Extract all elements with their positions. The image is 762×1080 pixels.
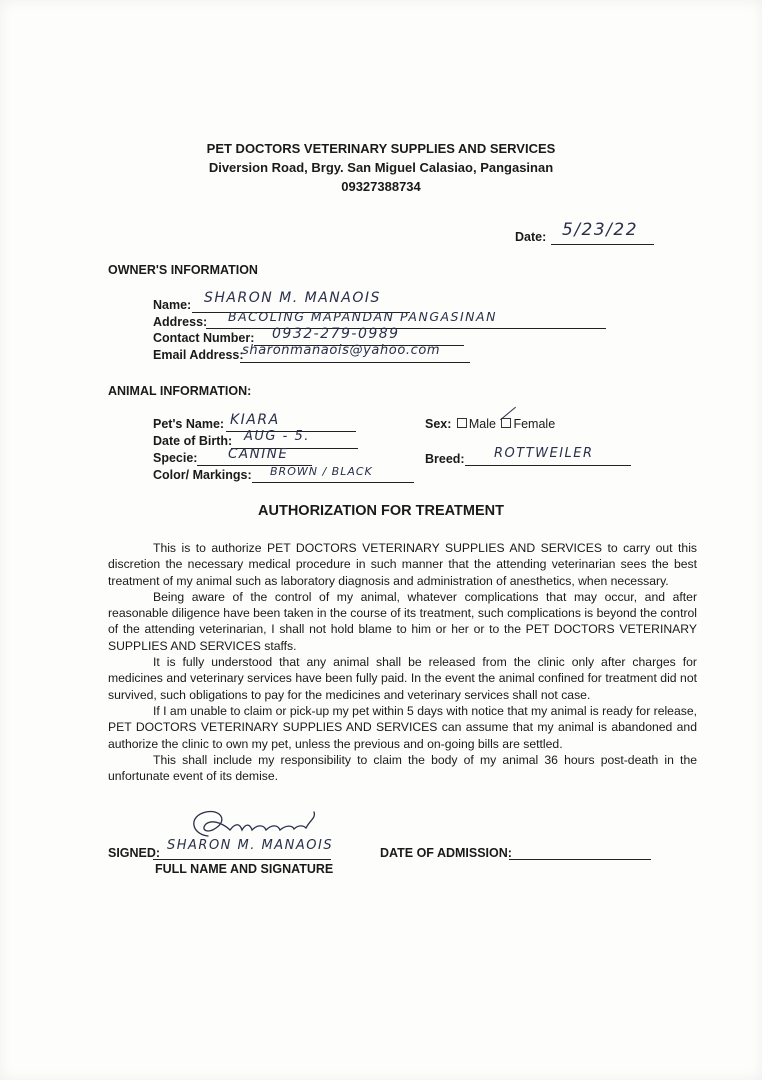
owner-address-label: Address: <box>153 315 208 329</box>
authorization-title: AUTHORIZATION FOR TREATMENT <box>258 503 504 519</box>
authorization-body <box>108 540 697 784</box>
breed-label: Breed: <box>425 452 465 466</box>
sex-field <box>425 417 555 431</box>
male-option-label: Male <box>468 417 496 431</box>
email-address-label: Email Address: <box>153 348 244 362</box>
date-of-admission-label: DATE OF ADMISSION: <box>380 846 512 860</box>
date-of-admission-line <box>509 859 651 860</box>
breed-value: ROTTWEILER <box>494 446 594 461</box>
org-name: PET DOCTORS VETERINARY SUPPLIES AND SERVICES <box>206 141 556 156</box>
contact-number-value: 0932-279-0989 <box>272 326 400 342</box>
authorization-paragraph: Being aware of the control of my animal, whatever complications that may occur, and after reasonable diligence have been taken in the course of its treatment, such complications is beyond the control of the attending veterinarian, I shall not hold blame to him or her or to the PET DOCTORS VETERINARY SUPPLIES AND SERVICES staffs. <box>108 589 697 653</box>
owner-address-value: BACOLING MAPANDAN PANGASINAN <box>228 309 497 324</box>
male-checkbox[interactable] <box>457 418 467 428</box>
dob-label: Date of Birth: <box>153 434 233 448</box>
female-checkbox[interactable] <box>501 418 511 428</box>
signature-line <box>153 859 331 860</box>
signature-caption: FULL NAME AND SIGNATURE <box>155 862 334 876</box>
email-address-value: sharonmanaois@yahoo.com <box>242 343 441 358</box>
authorization-paragraph: If I am unable to claim or pick-up my pet within 5 days with notice that my animal is ready for release, PET DOCTORS VETERINARY SUPPLIES AND SERVICES can assume that my animal is abandoned and authorize the clinic to own my pet, unless the previous and on-going bills are settled. <box>108 703 697 751</box>
breed-line <box>465 465 631 466</box>
pet-name-value: KIARA <box>230 412 280 428</box>
contact-number-label: Contact Number: <box>153 331 255 345</box>
animal-section-title: ANIMAL INFORMATION: <box>108 384 252 398</box>
org-phone: 09327388734 <box>341 179 421 194</box>
dob-value: AUG - 5. <box>244 429 310 444</box>
color-markings-line <box>252 482 414 483</box>
specie-value: CANINE <box>228 446 289 462</box>
owner-name-label: Name: <box>153 298 192 312</box>
owner-section-title: OWNER'S INFORMATION <box>108 263 258 277</box>
owner-address-line <box>206 328 606 329</box>
authorization-paragraph: It is fully understood that any animal shall be released from the clinic only after charges for medicines and veterinary services have been fully paid. In the event the animal confined for treatment did not survived, such obligations to pay for the medicines and veterinary services shall not case. <box>108 655 697 702</box>
signed-name-value: SHARON M. MANAOIS <box>167 838 334 853</box>
authorization-paragraph: This shall include my responsibility to claim the body of my animal 36 hours post-death in the unfortunate event of its demise. <box>108 752 697 784</box>
authorization-paragraph: This is to authorize PET DOCTORS VETERINARY SUPPLIES AND SERVICES to carry out this discretion the necessary medical procedure in such manner that the attending veterinarian sees the best treatment of my animal such as laboratory diagnosis and administration of anesthetics, when necessary. <box>108 541 697 588</box>
email-address-line <box>240 362 470 363</box>
female-option-label: Female <box>513 417 556 431</box>
color-markings-label: Color/ Markings: <box>153 468 252 482</box>
sex-label: Sex: <box>425 417 452 431</box>
date-value: 5/23/22 <box>562 220 639 240</box>
owner-name-value: SHARON M. MANAOIS <box>204 290 381 306</box>
date-label: Date: <box>515 230 547 244</box>
org-address: Diversion Road, Brgy. San Miguel Calasiao, Pangasinan <box>208 160 554 175</box>
signed-label: SIGNED: <box>108 846 161 860</box>
pet-name-label: Pet's Name: <box>153 417 225 431</box>
letterhead <box>0 139 762 196</box>
color-markings-value: BROWN / BLACK <box>270 465 373 478</box>
specie-label: Specie: <box>153 451 198 465</box>
date-line <box>551 244 654 245</box>
